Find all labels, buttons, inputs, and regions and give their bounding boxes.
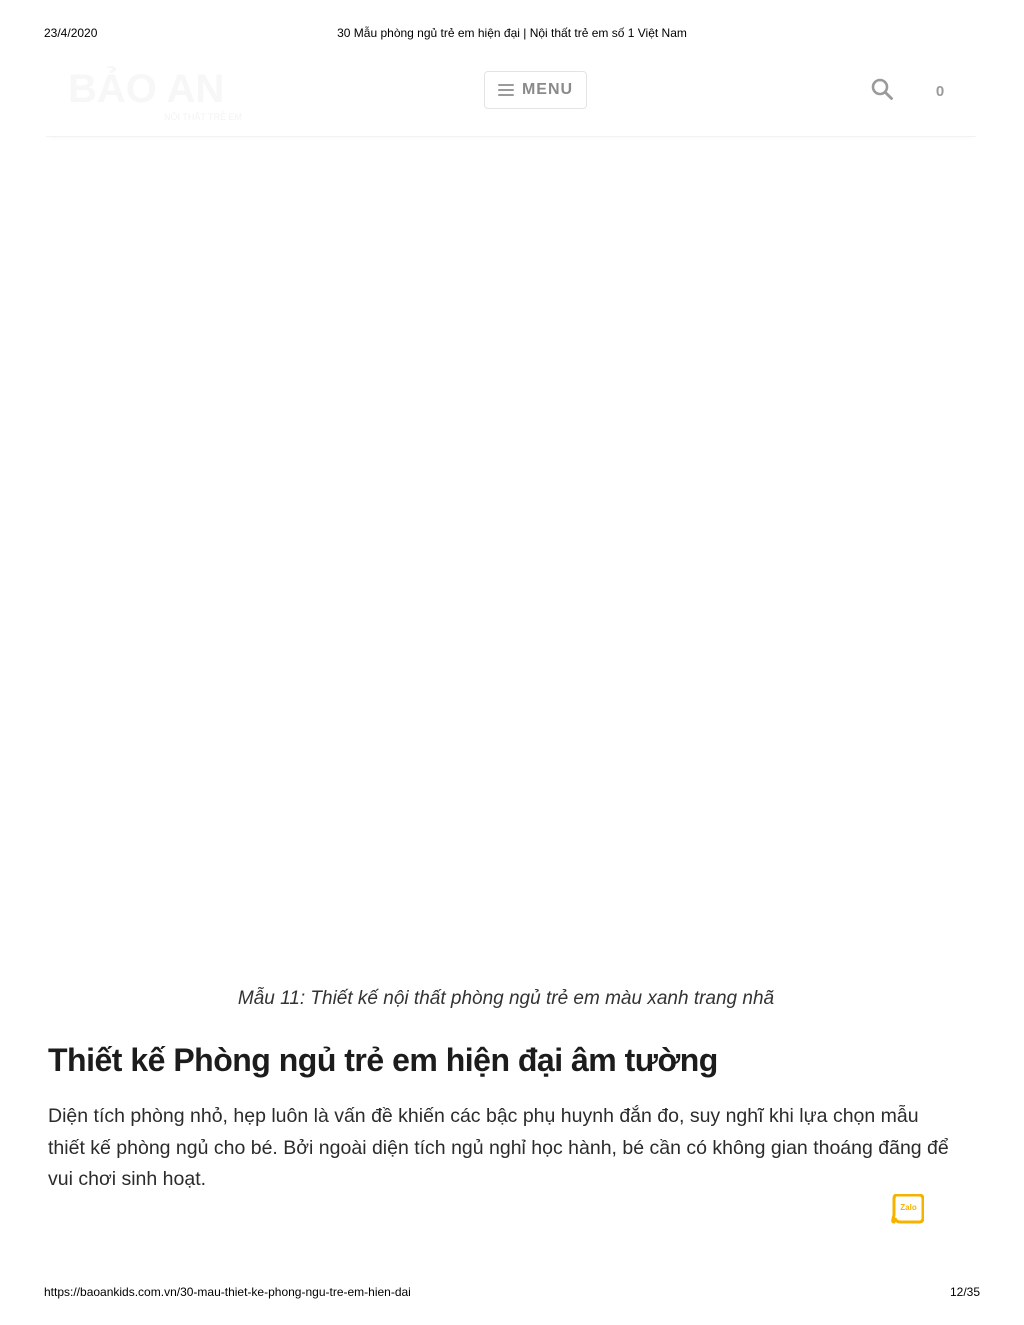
site-logo[interactable] — [66, 66, 326, 122]
zalo-chat-icon[interactable] — [891, 1194, 924, 1224]
site-header — [46, 58, 976, 137]
zalo-label: Zalo — [900, 1203, 917, 1212]
hamburger-icon — [498, 84, 514, 96]
svg-text:BẢO AN: BẢO AN — [68, 67, 225, 111]
menu-label: MENU — [521, 81, 574, 98]
print-footer — [44, 1285, 980, 1301]
article-image-placeholder — [46, 140, 976, 970]
section-heading: Thiết kế Phòng ngủ trẻ em hiện đại âm tường — [48, 1042, 718, 1078]
print-header — [44, 26, 980, 42]
search-icon[interactable] — [870, 77, 894, 101]
image-caption: Mẫu 11: Thiết kế nội thất phòng ngủ trẻ em màu xanh trang nhã — [237, 988, 775, 1009]
page-number: 12/35 — [949, 1285, 980, 1299]
print-url: https://baoankids.com.vn/30-mau-thiet-ke-phong-ngu-tre-em-hien-dai — [44, 1285, 411, 1299]
svg-text:NỘI THẤT TRẺ EM: NỘI THẤT TRẺ EM — [164, 112, 243, 122]
print-page-title: 30 Mẫu phòng ngủ trẻ em hiện đại | Nội thất trẻ em số 1 Việt Nam — [337, 26, 687, 40]
cart-count[interactable]: 0 — [935, 83, 945, 100]
print-date: 23/4/2020 — [44, 26, 98, 40]
article-paragraph: Diện tích phòng nhỏ, hẹp luôn là vấn đề khiến các bậc phụ huynh đắn đo, suy nghĩ khi lựa chọn mẫu thiết kế phòng ngủ cho bé. Bởi ngoài diện tích ngủ nghỉ học hành, bé cần có không gian thoáng đãng để vui chơi sinh hoạt. — [48, 1105, 949, 1190]
menu-button[interactable] — [484, 71, 587, 109]
